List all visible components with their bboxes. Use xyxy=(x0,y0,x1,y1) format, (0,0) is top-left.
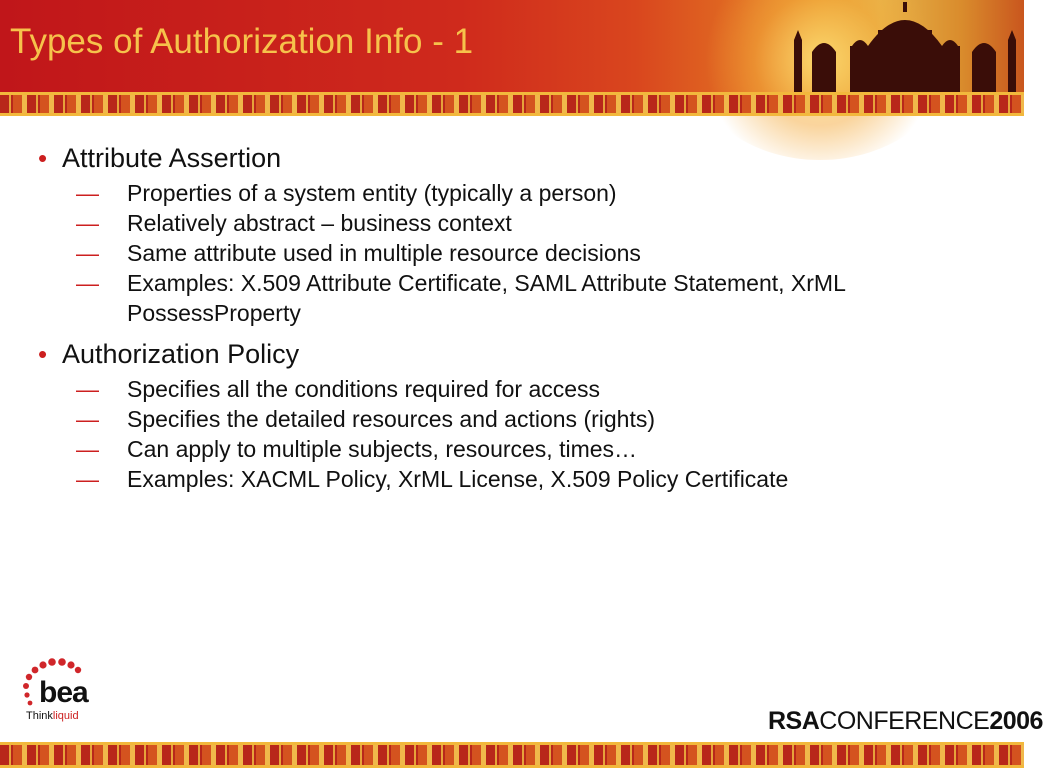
bea-tagline-liquid: liquid xyxy=(52,710,79,722)
dash-icon: — xyxy=(76,376,99,402)
sub-bullet-text: Properties of a system entity (typically a person) xyxy=(127,180,617,206)
bea-logo-wordmark: bea xyxy=(39,676,88,709)
bullet-heading-1: Attribute Assertion xyxy=(62,143,282,173)
slide-title: Types of Authorization Info - 1 xyxy=(10,22,474,61)
sub-bullet-text: Same attribute used in multiple resource decisions xyxy=(127,240,641,266)
rsa-prefix: RSA xyxy=(768,707,820,735)
sub-bullet xyxy=(0,268,1024,328)
sub-bullet xyxy=(0,404,1024,434)
bullet-heading-2: Authorization Policy xyxy=(62,339,300,369)
bea-tagline xyxy=(26,710,79,722)
sub-bullet-text: Examples: X.509 Attribute Certificate, SAML Attribute Statement, XrML PossessProperty xyxy=(127,270,846,326)
dash-icon: — xyxy=(76,210,99,236)
decorative-pattern-band-top xyxy=(0,92,1024,116)
palace-skyline-icon xyxy=(790,0,1024,92)
rsa-year: 2006 xyxy=(989,707,1043,735)
dash-icon: — xyxy=(76,180,99,206)
slide-body xyxy=(0,138,1024,494)
sub-bullet xyxy=(0,464,1024,494)
dash-icon: — xyxy=(76,466,99,492)
bea-tagline-think: Think xyxy=(26,710,53,722)
sub-bullet xyxy=(0,374,1024,404)
bullet-section-1 xyxy=(0,138,1024,328)
sub-bullet xyxy=(0,178,1024,208)
sub-bullet xyxy=(0,434,1024,464)
sub-bullet-text: Specifies all the conditions required for access xyxy=(127,376,601,402)
sub-bullet-text: Specifies the detailed resources and actions (rights) xyxy=(127,406,656,432)
bullet-icon: • xyxy=(38,339,48,369)
bullet-section-2 xyxy=(0,334,1024,494)
dash-icon: — xyxy=(76,436,99,462)
decorative-pattern-band-bottom xyxy=(0,742,1024,768)
sub-bullet-text: Can apply to multiple subjects, resources, times… xyxy=(127,436,638,462)
sub-bullet xyxy=(0,238,1024,268)
slide-header xyxy=(0,0,1024,92)
sub-bullet-text: Examples: XACML Policy, XrML License, X.509 Policy Certificate xyxy=(127,466,789,492)
sub-bullet-text: Relatively abstract – business context xyxy=(127,210,512,236)
rsa-conference-logo xyxy=(768,707,1043,736)
dash-icon: — xyxy=(76,270,99,296)
sub-bullet xyxy=(0,208,1024,238)
bullet-icon: • xyxy=(38,143,48,173)
rsa-conference-word: CONFERENCE xyxy=(819,707,990,735)
dash-icon: — xyxy=(76,406,99,432)
dash-icon: — xyxy=(76,240,99,266)
